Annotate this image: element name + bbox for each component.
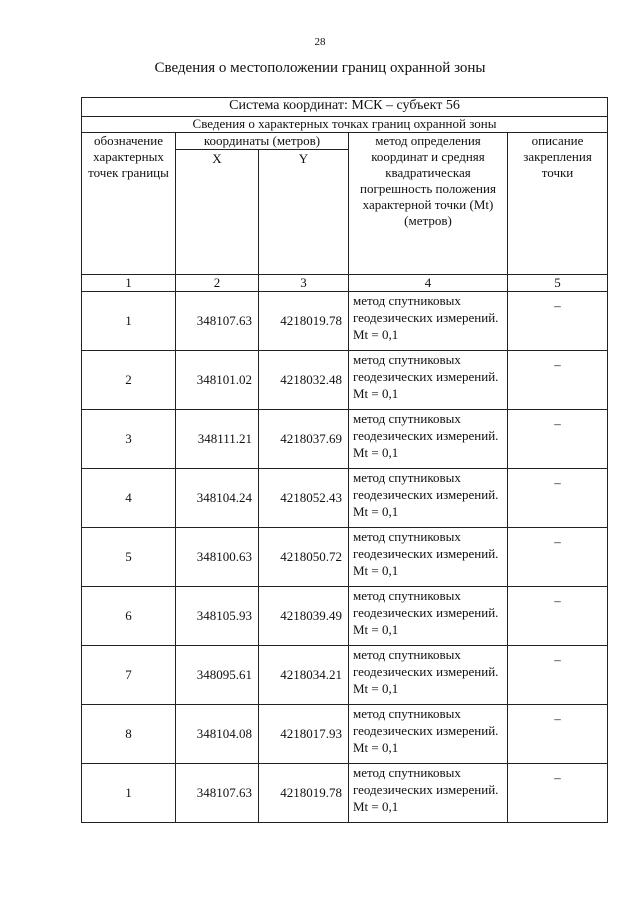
y-coordinate-cell: 4218032.48 (259, 351, 349, 410)
coordinate-system-header: Система координат: МСК – субъект 56 (82, 98, 608, 117)
column-number-1: 1 (82, 275, 176, 292)
description-cell: – (508, 587, 608, 646)
table-row (82, 410, 608, 469)
y-coordinate-cell: 4218037.69 (259, 410, 349, 469)
point-column-header: обозначение характерных точек границы (82, 133, 176, 275)
table-row (82, 705, 608, 764)
column-number-2: 2 (176, 275, 259, 292)
x-coordinate-cell: 348107.63 (176, 292, 259, 351)
point-cell: 6 (82, 587, 176, 646)
section-header: Сведения о характерных точках границ охранной зоны (82, 117, 608, 133)
y-column-header: Y (259, 150, 349, 275)
method-cell: метод спутниковых геодезических измерений. Mt = 0,1 (349, 528, 508, 587)
description-cell: – (508, 528, 608, 587)
table-row (82, 528, 608, 587)
method-cell: метод спутниковых геодезических измерений. Mt = 0,1 (349, 410, 508, 469)
y-coordinate-cell: 4218052.43 (259, 469, 349, 528)
description-cell: – (508, 646, 608, 705)
y-coordinate-cell: 4218019.78 (259, 764, 349, 823)
x-coordinate-cell: 348111.21 (176, 410, 259, 469)
table-row (82, 646, 608, 705)
y-coordinate-cell: 4218019.78 (259, 292, 349, 351)
method-cell: метод спутниковых геодезических измерений. Mt = 0,1 (349, 351, 508, 410)
y-coordinate-cell: 4218039.49 (259, 587, 349, 646)
table-row (82, 351, 608, 410)
x-coordinate-cell: 348101.02 (176, 351, 259, 410)
boundary-points-table (81, 97, 608, 823)
point-cell: 1 (82, 764, 176, 823)
table-row (82, 764, 608, 823)
point-cell: 5 (82, 528, 176, 587)
method-cell: метод спутниковых геодезических измерений. Mt = 0,1 (349, 764, 508, 823)
column-number-5: 5 (508, 275, 608, 292)
point-cell: 3 (82, 410, 176, 469)
description-cell: – (508, 351, 608, 410)
method-cell: метод спутниковых геодезических измерений. Mt = 0,1 (349, 646, 508, 705)
x-coordinate-cell: 348095.61 (176, 646, 259, 705)
x-coordinate-cell: 348100.63 (176, 528, 259, 587)
column-number-4: 4 (349, 275, 508, 292)
method-column-header: метод определения координат и средняя квадратическая погрешность положения характерной точки (Mt) (метров) (349, 133, 508, 275)
y-coordinate-cell: 4218034.21 (259, 646, 349, 705)
x-coordinate-cell: 348104.24 (176, 469, 259, 528)
x-column-header: X (176, 150, 259, 275)
x-coordinate-cell: 348104.08 (176, 705, 259, 764)
x-coordinate-cell: 348107.63 (176, 764, 259, 823)
document-title: Сведения о местоположении границ охранной зоны (154, 60, 486, 76)
column-number-3: 3 (259, 275, 349, 292)
method-cell: метод спутниковых геодезических измерений. Mt = 0,1 (349, 705, 508, 764)
method-cell: метод спутниковых геодезических измерений. Mt = 0,1 (349, 587, 508, 646)
y-coordinate-cell: 4218017.93 (259, 705, 349, 764)
point-cell: 1 (82, 292, 176, 351)
y-coordinate-cell: 4218050.72 (259, 528, 349, 587)
description-cell: – (508, 764, 608, 823)
coordinates-column-header: координаты (метров) (176, 133, 349, 150)
description-cell: – (508, 469, 608, 528)
description-cell: – (508, 292, 608, 351)
point-cell: 7 (82, 646, 176, 705)
point-cell: 2 (82, 351, 176, 410)
table-row (82, 469, 608, 528)
method-cell: метод спутниковых геодезических измерений. Mt = 0,1 (349, 469, 508, 528)
description-column-header: описание закрепления точки (508, 133, 608, 275)
description-cell: – (508, 410, 608, 469)
method-cell: метод спутниковых геодезических измерений. Mt = 0,1 (349, 292, 508, 351)
table-row (82, 292, 608, 351)
point-cell: 4 (82, 469, 176, 528)
table-row (82, 587, 608, 646)
page-number: 28 (314, 36, 326, 48)
x-coordinate-cell: 348105.93 (176, 587, 259, 646)
point-cell: 8 (82, 705, 176, 764)
description-cell: – (508, 705, 608, 764)
